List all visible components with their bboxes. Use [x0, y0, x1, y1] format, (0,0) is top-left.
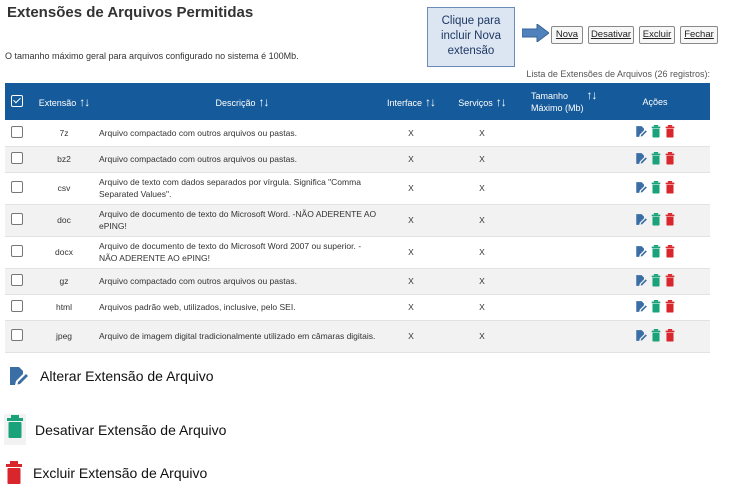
- callout-line-3: extensão: [447, 45, 495, 57]
- cell-description: Arquivo de documento de texto do Microsoft Word 2007 ou superior. - NÃO ADERENTE AO ePING!: [99, 241, 362, 263]
- delete-button[interactable]: Excluir: [639, 26, 675, 44]
- cell-interface: X: [408, 276, 414, 286]
- edit-icon[interactable]: [635, 274, 647, 289]
- close-button[interactable]: Fechar: [680, 26, 718, 44]
- edit-icon[interactable]: [635, 213, 647, 228]
- cell-description: Arquivo compactado com outros arquivos ou pastas.: [99, 127, 297, 138]
- row-checkbox[interactable]: [5, 146, 29, 172]
- deactivate-button[interactable]: Desativar: [588, 26, 634, 44]
- delete-icon[interactable]: [665, 274, 675, 289]
- checkbox[interactable]: [11, 245, 23, 257]
- sort-arrows-icon[interactable]: ↑↓: [425, 94, 436, 109]
- row-checkbox[interactable]: [5, 120, 29, 146]
- sort-arrows-icon[interactable]: ↑↓: [586, 88, 597, 102]
- table-row: [5, 204, 710, 236]
- legend-edit-label: Alterar Extensão de Arquivo: [40, 368, 214, 384]
- max-size-note: O tamanho máximo geral para arquivos configurado no sistema é 100Mb.: [5, 51, 299, 61]
- delete-icon[interactable]: [665, 213, 675, 228]
- new-button[interactable]: Nova: [551, 26, 583, 44]
- header-actions: Ações: [642, 96, 668, 107]
- deactivate-icon[interactable]: [651, 213, 661, 228]
- cell-max-size: [527, 120, 600, 146]
- callout-arrow-icon: [522, 24, 549, 42]
- deactivate-icon[interactable]: [651, 125, 661, 140]
- cell-interface: X: [408, 302, 414, 312]
- deactivate-icon[interactable]: [651, 300, 661, 315]
- trash-icon: [5, 461, 23, 485]
- cell-extension: doc: [57, 215, 71, 225]
- select-all-checkbox[interactable]: [5, 83, 29, 120]
- cell-actions: [600, 320, 710, 352]
- row-checkbox[interactable]: [5, 294, 29, 320]
- cell-extension: docx: [55, 247, 73, 257]
- header-interface[interactable]: Interface ↑↓: [386, 94, 436, 109]
- delete-icon[interactable]: [665, 152, 675, 167]
- cell-description: Arquivo compactado com outros arquivos ou pastas.: [99, 154, 297, 164]
- cell-services: X: [479, 127, 485, 138]
- sort-arrows-icon[interactable]: ↑↓: [258, 94, 269, 109]
- cell-services: X: [479, 331, 485, 341]
- cell-description: Arquivos padrão web, utilizados, inclusive, pelo SEI.: [99, 302, 296, 312]
- table-row: [5, 268, 710, 294]
- cell-services: X: [479, 247, 485, 257]
- cell-max-size: [527, 294, 600, 320]
- cell-extension: jpeg: [55, 331, 73, 341]
- cell-services: X: [479, 276, 485, 286]
- legend-deactivate: [4, 414, 226, 445]
- cell-description: Arquivo de texto com dados separados por vírgula. Significa "Comma Separated Values".: [99, 177, 361, 199]
- cell-services: X: [479, 302, 485, 312]
- cell-actions: [600, 268, 710, 294]
- cell-interface: X: [408, 247, 414, 257]
- cell-extension: html: [55, 302, 73, 312]
- checkbox[interactable]: [11, 213, 23, 225]
- cell-max-size: [527, 204, 600, 236]
- table-row: [5, 236, 710, 268]
- trash-icon: [4, 414, 26, 445]
- table-header-row: [5, 83, 710, 120]
- checkbox[interactable]: [11, 152, 23, 164]
- callout-line-1: Clique para: [441, 15, 501, 27]
- cell-actions: [600, 120, 710, 146]
- cell-actions: [600, 146, 710, 172]
- legend-delete: [5, 461, 207, 485]
- row-checkbox[interactable]: [5, 320, 29, 352]
- table-row: [5, 320, 710, 352]
- cell-actions: [600, 236, 710, 268]
- delete-icon[interactable]: [665, 329, 675, 344]
- table-caption: Lista de Extensões de Arquivos (26 registros):: [526, 69, 710, 79]
- delete-icon[interactable]: [665, 181, 675, 196]
- callout-line-2: incluir Nova: [440, 30, 502, 42]
- legend-deactivate-label: Desativar Extensão de Arquivo: [35, 421, 227, 438]
- cell-description: Arquivo de imagem digital tradicionalmente utilizado em câmaras digitais.: [99, 331, 376, 341]
- cell-interface: X: [408, 127, 414, 138]
- deactivate-icon[interactable]: [651, 274, 661, 289]
- header-max-size[interactable]: Tamanho ↑↓ Máximo (Mb): [531, 88, 597, 113]
- header-services[interactable]: Serviços ↑↓: [458, 94, 506, 109]
- extensions-table: [5, 83, 710, 353]
- sort-arrows-icon[interactable]: ↑↓: [79, 94, 90, 109]
- cell-extension: bz2: [57, 154, 71, 164]
- header-extension[interactable]: Extensão ↑↓: [38, 94, 90, 109]
- row-checkbox[interactable]: [5, 204, 29, 236]
- extensions-table-container: [5, 83, 710, 353]
- deactivate-icon[interactable]: [651, 245, 661, 260]
- cell-max-size: [527, 236, 600, 268]
- checkbox[interactable]: [11, 274, 23, 286]
- row-checkbox[interactable]: [5, 236, 29, 268]
- edit-icon[interactable]: [635, 300, 647, 315]
- checkbox[interactable]: [11, 300, 23, 312]
- table-row: [5, 172, 710, 204]
- cell-services: X: [479, 154, 485, 164]
- page-title: Extensões de Arquivos Permitidas: [7, 4, 254, 21]
- cell-services: X: [479, 215, 485, 225]
- table-row: [5, 120, 710, 146]
- table-row: [5, 146, 710, 172]
- deactivate-icon[interactable]: [651, 181, 661, 196]
- table-body: [5, 120, 710, 352]
- checkbox[interactable]: [11, 329, 23, 341]
- cell-interface: X: [408, 183, 414, 193]
- cell-description: Arquivo compactado com outros arquivos ou pastas.: [99, 276, 297, 286]
- cell-interface: X: [408, 331, 414, 341]
- checkbox[interactable]: [11, 126, 23, 138]
- cell-interface: X: [408, 154, 414, 164]
- new-extension-callout: [427, 7, 515, 67]
- check-icon: [11, 95, 23, 107]
- cell-actions: [600, 294, 710, 320]
- sort-arrows-icon[interactable]: ↑↓: [495, 94, 506, 109]
- cell-description: Arquivo de documento de texto do Microsoft Word. -NÃO ADERENTE AO ePING!: [99, 209, 377, 231]
- delete-icon[interactable]: [665, 300, 675, 315]
- edit-icon[interactable]: [635, 181, 647, 196]
- checkbox[interactable]: [11, 181, 23, 193]
- deactivate-icon[interactable]: [651, 152, 661, 167]
- edit-icon[interactable]: [635, 245, 647, 260]
- legend-delete-label: Excluir Extensão de Arquivo: [33, 465, 208, 481]
- legend-edit: [8, 365, 214, 387]
- cell-actions: [600, 172, 710, 204]
- cell-max-size: [527, 146, 600, 172]
- row-checkbox[interactable]: [5, 268, 29, 294]
- cell-extension: gz: [59, 276, 69, 286]
- delete-icon[interactable]: [665, 245, 675, 260]
- cell-actions: [600, 204, 710, 236]
- row-checkbox[interactable]: [5, 172, 29, 204]
- pencil-document-icon: [8, 365, 28, 387]
- cell-extension: 7z: [59, 127, 69, 138]
- cell-extension: csv: [57, 183, 71, 193]
- edit-icon[interactable]: [635, 125, 647, 140]
- cell-max-size: [527, 172, 600, 204]
- delete-icon[interactable]: [665, 125, 675, 140]
- deactivate-icon[interactable]: [651, 329, 661, 344]
- cell-max-size: [527, 320, 600, 352]
- header-description[interactable]: Descrição ↑↓: [215, 94, 269, 109]
- cell-max-size: [527, 268, 600, 294]
- edit-icon[interactable]: [635, 152, 647, 167]
- edit-icon[interactable]: [635, 329, 647, 344]
- cell-services: X: [479, 183, 485, 193]
- table-row: [5, 294, 710, 320]
- cell-interface: X: [408, 215, 414, 225]
